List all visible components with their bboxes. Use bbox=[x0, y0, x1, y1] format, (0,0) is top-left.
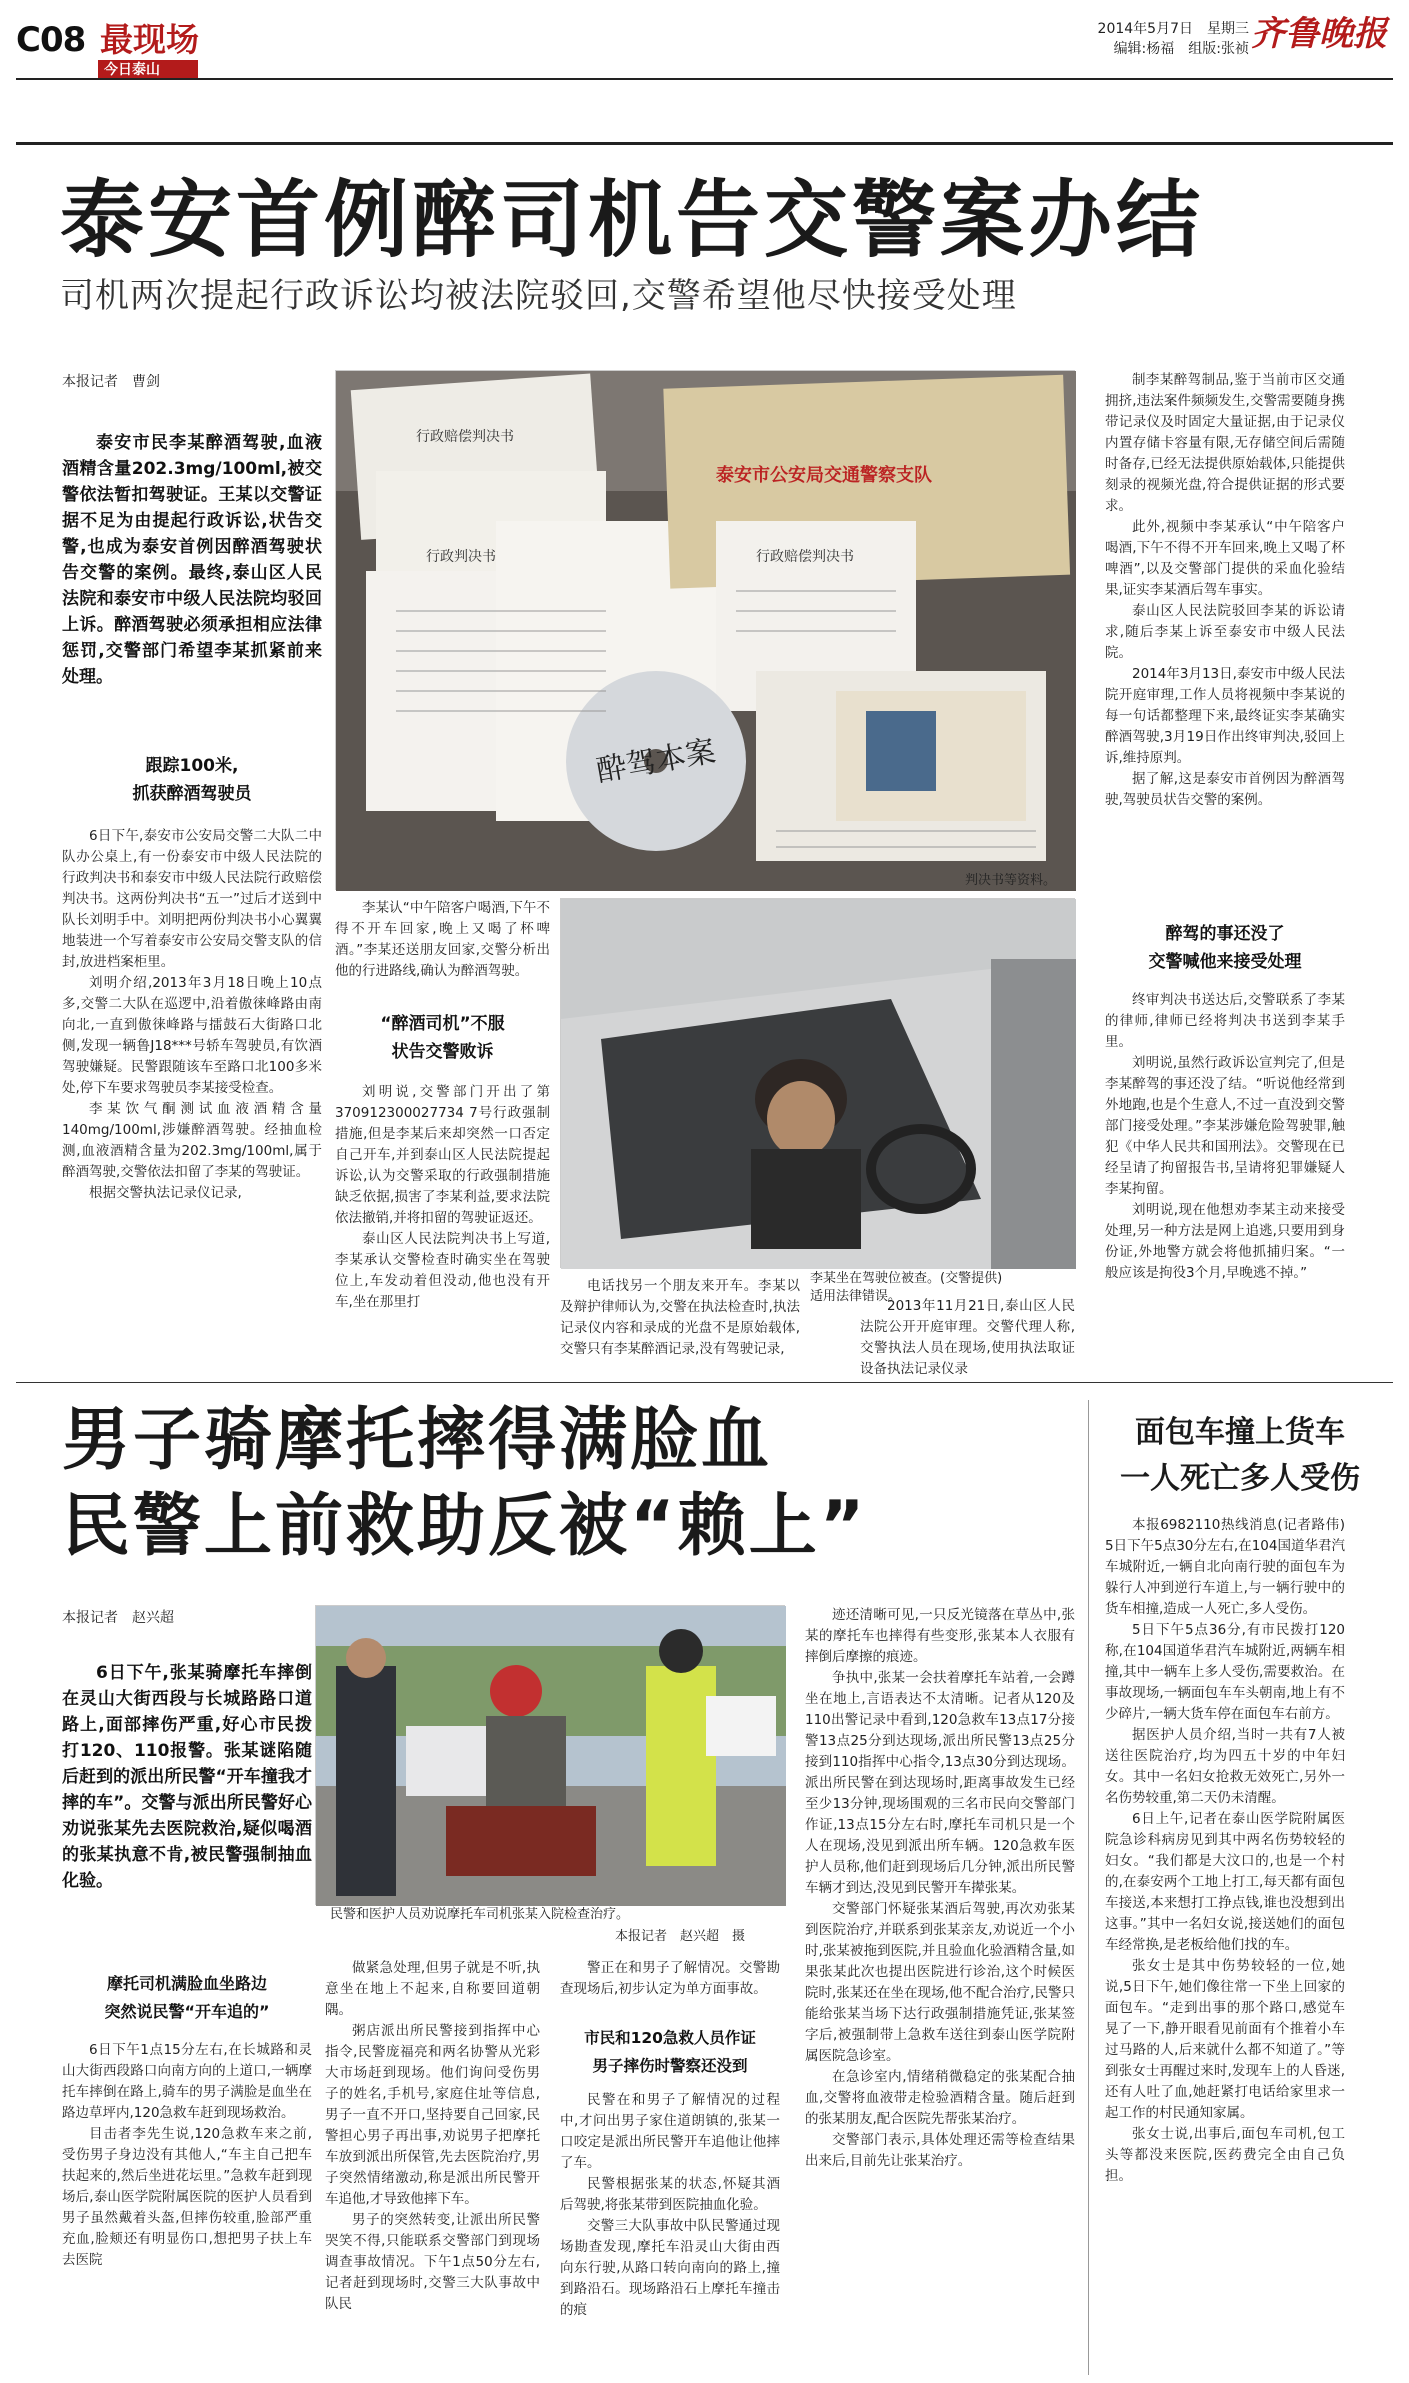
paragraph: 刘明说,交警部门开出了第370912300027734 7号行政强制措施,但是李某后来却突然一口否定自己开车,并到泰山区人民法院提起诉讼,认为交警采取的行政强制措施缺乏依据,损害了李某利益,要求法院依法撤销,并将扣留的驾驶证返还。 bbox=[335, 1084, 550, 1226]
paragraph: 交警三大队事故中队民警通过现场勘查发现,摩托车沿灵山大街由西向东行驶,从路口转向南向的路上,撞到路沿石。现场路沿石上摩托车撞击的痕 bbox=[560, 2218, 780, 2318]
page-number: C08 bbox=[16, 20, 86, 60]
paragraph: 警正在和男子了解情况。交警勘查现场后,初步认定为单方面事故。 bbox=[560, 1960, 780, 1997]
paragraph: 终审判决书送达后,交警联系了李某的律师,律师已经将判决书送到李某手里。 bbox=[1105, 992, 1345, 1050]
story1-lead: 泰安市民李某醉酒驾驶,血液酒精含量202.3mg/100ml,被交警依法暂扣驾驶证。王某以交警证据不足为由提起行政诉讼,状告交警,也成为泰安首例因醉酒驾驶状告交警的案例。最终,泰山区人民法院和泰安市中级人民法院均驳回上诉。醉酒驾驶必须承担相应法律惩罚,交警部门希望李某抓紧前来处理。 bbox=[62, 433, 322, 687]
documents-illustration bbox=[336, 371, 1076, 891]
paragraph: 目击者李先生说,120急救车来之前,受伤男子身边没有其他人,“车主自己把车扶起来的,然后坐进花坛里。”急救车赶到现场后,泰山医学院附属医院的医护人员看到男子虽然戴着头盔,但摔伤较重,脸部严重充血,脸颊还有明显伤口,想把男子扶上车去医院 bbox=[62, 2126, 312, 2268]
photo2-caption: 李某坐在驾驶位被查。(交警提供) 适用法律错误。 bbox=[810, 1271, 1081, 1304]
doc-title: 行政赔偿判决书 bbox=[416, 429, 514, 445]
column-divider bbox=[1088, 1400, 1089, 2375]
story1-subhead-2: “醉酒司机”不服 状告交警败诉 bbox=[380, 1014, 505, 1062]
paragraph: 张女士是其中伤势较轻的一位,她说,5日下午,她们像往常一下坐上回家的面包车。“走到出事的那个路口,感觉车晃了一下,静开眼看见前面有个推着小车过马路的人,后来就什么都不知道了。”等到张女士再醒过来时,发现车上的人昏迷,还有人吐了血,她赶紧打电话给家里求一起工作的村民通知家属。 bbox=[1105, 1958, 1345, 2121]
story1-headline: 泰安首例醉司机告交警案办结 bbox=[60, 171, 1205, 269]
story1-col1 bbox=[62, 826, 322, 1366]
story1-col4b bbox=[1105, 990, 1345, 1380]
story2-subhead-2: 市民和120急救人员作证 男子摔伤时警察还没到 bbox=[584, 2029, 756, 2075]
story2-col1 bbox=[62, 2040, 312, 2370]
paragraph: 做紧急处理,但男子就是不听,执意坐在地上不起来,自称要回道朝隅。 bbox=[325, 1960, 540, 2018]
section-rule bbox=[16, 142, 1393, 145]
car-illustration bbox=[561, 899, 1076, 1269]
story3-headline: 面包车撞上货车 一人死亡多人受伤 bbox=[1120, 1415, 1360, 1496]
paragraph: 2013年11月21日,泰山区人民法院公开开庭审理。交警代理人称,交警执法人员在现场,使用执法取证设备执法记录仪录 bbox=[860, 1298, 1075, 1377]
envelope-label: 泰安市公安局交通警察支队 bbox=[716, 465, 932, 486]
story2-byline: 本报记者 赵兴超 bbox=[62, 1610, 174, 1626]
story1-col3b bbox=[860, 1296, 1075, 1376]
car-photo bbox=[560, 898, 1075, 1268]
editors-line: 编辑:杨福 组版:张祯 bbox=[1113, 41, 1249, 57]
paragraph: 6日下午,泰安市公安局交警二大队二中队办公桌上,有一份泰安市中级人民法院的行政判决书和泰安市中级人民法院行政赔偿判决书。这两份判决书“五一”过后才送到中队长刘明手中。刘明把两份判决书小心翼翼地装进一个写着泰安市公安局交警支队的信封,放进档案柜里。 bbox=[62, 828, 322, 970]
paragraph: 此外,视频中李某承认“中午陪客户喝酒,下午不得不开车回来,晚上又喝了杯啤酒”,以及交警部门提供的采血化验结果,证实李某酒后驾车事实。 bbox=[1105, 519, 1345, 598]
paragraph: 李某饮气酮测试血液酒精含量140mg/100ml,涉嫌醉酒驾驶。经抽血检测,血液酒精含量为202.3mg/100ml,属于醉酒驾驶,交警依法扣留了李某的驾驶证。 bbox=[62, 1101, 322, 1180]
story1-col4 bbox=[1105, 370, 1345, 910]
paragraph: 刘明介绍,2013年3月18日晚上10点多,交警二大队在巡逻中,沿着傲徕峰路由南向北,一直到傲徕峰路与擂鼓石大街路口北侧,发现一辆鲁J18***号轿车驾驶员,有饮酒驾驶嫌疑。民警跟随该车至路口北100多米处,停下车要求驾驶员李某接受检查。 bbox=[62, 975, 322, 1096]
section-title: 最现场 bbox=[100, 20, 199, 59]
issue-date: 2014年5月7日 星期三 bbox=[1097, 21, 1249, 37]
paragraph: 粥店派出所民警接到指挥中心指令,民警庞福亮和两名协警从光彩大市场赶到现场。他们询问受伤男子的姓名,手机号,家庭住址等信息,男子一直不开口,坚持要自己回家,民警担心男子再出事,劝说男子把摩托车放到派出所保管,先去医院治疗,男子突然情绪激动,称是派出所民警开车追他,才导致他摔下车。 bbox=[325, 2023, 540, 2207]
paragraph: 据了解,这是泰安市首例因为醉酒驾驶,驾驶员状告交警的案例。 bbox=[1105, 771, 1345, 808]
paragraph: 电话找另一个朋友来开车。李某以及辩护律师认为,交警在执法检查时,执法记录仪内容和录成的光盘不是原始载体,交警只有李某醉酒记录,没有驾驶记录, bbox=[560, 1278, 800, 1357]
story2-subhead-1: 摩托司机满脸血坐路边 突然说民警“开车追的” bbox=[104, 1974, 270, 2021]
story1-byline: 本报记者 曹剑 bbox=[62, 374, 160, 390]
story2-col3b bbox=[560, 2090, 780, 2380]
newspaper-logo: 齐鲁晚报 bbox=[1251, 14, 1387, 54]
paragraph: 2014年3月13日,泰安市中级人民法院开庭审理,工作人员将视频中李某说的每一句话都整理下来,最终证实李某确实醉酒驾驶,3月19日作出终审判决,驳回上诉,维持原判。 bbox=[1105, 666, 1345, 766]
accident-illustration bbox=[316, 1606, 786, 1906]
paragraph: 交警部门表示,具体处理还需等检查结果出来后,目前先让张某治疗。 bbox=[805, 2132, 1075, 2169]
paragraph: 根据交警执法记录仪记录, bbox=[89, 1185, 242, 1201]
story2-col3 bbox=[560, 1958, 780, 2006]
story2-lead: 6日下午,张某骑摩托车摔倒在灵山大街西段与长城路路口道路上,面部摔伤严重,好心市民拨打120、110报警。张某谜陷随后赶到的派出所民警“开车撞我才摔的车”。交警与派出所民警好心劝说张某先去医院救治,疑似喝酒的张某执意不肯,被民警强制抽血化验。 bbox=[62, 1663, 312, 1891]
story2-headline-2: 民警上前救助反被“赖上” bbox=[62, 1487, 868, 1566]
story1-col3 bbox=[560, 1276, 800, 1376]
column-tag: 今日泰山 bbox=[98, 60, 198, 80]
story2-col4 bbox=[805, 1605, 1075, 2380]
story1-col2b bbox=[335, 1082, 550, 1372]
story2-headline-1: 男子骑摩托摔得满脸血 bbox=[62, 1401, 773, 1480]
story1-subhead-3: 醉驾的事还没了 交警喊他来接受处理 bbox=[1148, 924, 1302, 972]
photo3-caption: 民警和医护人员劝说摩托车司机张某入院检查治疗。 bbox=[330, 1907, 630, 1922]
story3-col bbox=[1105, 1515, 1359, 2375]
paragraph: 刘明说,现在他想劝李某主动来接受处理,另一种方法是网上追逃,只要用到身份证,外地警方就会将他抓捕归案。“一般应该是拘役3个月,早晚逃不掉。” bbox=[1105, 1202, 1345, 1281]
paragraph: 泰山区人民法院驳回李某的诉讼请求,随后李某上诉至泰安市中级人民法院。 bbox=[1105, 603, 1345, 661]
paragraph: 制李某醉驾制品,鉴于当前市区交通拥挤,违法案件频频发生,交警需要随身携带记录仪及时固定大量证据,由于记录仪内置存储卡容量有限,无存储空间后需随时备存,已经无法提供原始载体,只能提供刻录的视频光盘,符合提供证据的形式要求。 bbox=[1105, 372, 1345, 514]
photo1-caption: 判决书等资料。 bbox=[965, 873, 1057, 888]
accident-photo bbox=[315, 1605, 785, 1905]
paragraph: 6日下午1点15分左右,在长城路和灵山大街西段路口向南方向的上道口,一辆摩托车摔倒在路上,骑车的男子满脸是血坐在路边草坪内,120急救车赶到现场救治。 bbox=[62, 2042, 312, 2121]
paragraph: 据医护人员介绍,当时一共有7人被送往医院治疗,均为四五十岁的中年妇女。其中一名妇女抢救无效死亡,另外一名伤势较重,第二天仍未清醒。 bbox=[1105, 1727, 1345, 1806]
documents-photo bbox=[335, 370, 1075, 890]
story1-subheadline: 司机两次提起行政诉讼均被法院驳回,交警希望他尽快接受处理 bbox=[60, 276, 1017, 316]
paragraph: 泰山区人民法院判决书上写道,李某承认交警检查时确实坐在驾驶位上,车发动着但没动,他也没有开车,坐在那里打 bbox=[335, 1231, 550, 1310]
disc-handwriting: 酔驾本案 bbox=[593, 733, 719, 790]
photo3-credit: 本报记者 赵兴超 摄 bbox=[615, 1929, 746, 1944]
paragraph: 5日下午5点36分,有市民拨打120称,在104国道华君汽车城附近,两辆车相撞,其中一辆车上多人受伤,需要救治。在事故现场,一辆面包车车头朝南,地上有不少碎片,一辆大货车停在面包车右前方。 bbox=[1105, 1622, 1345, 1722]
paragraph: 本报6982110热线消息(记者路伟) 5日下午5点30分左右,在104国道华君汽车城附近,一辆自北向南行驶的面包车为躲行人冲到逆行车道上,与一辆行驶中的货车相撞,造成一人死亡,多人受伤。 bbox=[1105, 1517, 1359, 1617]
doc-title: 行政赔偿判决书 bbox=[756, 549, 854, 565]
paragraph: 民警在和男子了解情况的过程中,才问出男子家住道朗镇的,张某一口咬定是派出所民警开车追他让他摔了车。 bbox=[560, 2092, 780, 2171]
paragraph: 在急诊室内,情绪稍微稳定的张某配合抽血,交警将血液带走检验酒精含量。随后赶到的张某朋友,配合医院先帮张某治疗。 bbox=[805, 2069, 1075, 2127]
paragraph: 6日上午,记者在泰山医学院附属医院急诊科病房见到其中两名伤势较轻的妇女。“我们都是大汶口的,也是一个村的,在泰安两个工地上打工,每天都有面包车接送,本来想打工挣点钱,谁也没想到出这事。”其中一名妇女说,接送她们的面包车经常换,是老板给他们找的车。 bbox=[1105, 1811, 1345, 1953]
paragraph: 民警根据张某的状态,怀疑其酒后驾驶,将张某带到医院抽血化验。 bbox=[560, 2176, 780, 2213]
story-divider bbox=[16, 1382, 1393, 1383]
paragraph: 张女士说,出事后,面包车司机,包工头等都没来医院,医药费完全由自己负担。 bbox=[1105, 2126, 1345, 2184]
story1-col2 bbox=[335, 898, 550, 998]
paragraph: 刘明说,虽然行政诉讼宣判完了,但是李某醉驾的事还没了结。“听说他经常到外地跑,也是个生意人,不过一直没到交警部门接受处理。”李某涉嫌危险驾驶罪,触犯《中华人民共和国刑法》。交警现在已经呈请了拘留报告书,呈请将犯罪嫌疑人李某拘留。 bbox=[1105, 1055, 1345, 1197]
paragraph: 迹还清晰可见,一只反光镜落在草丛中,张某的摩托车也摔得有些变形,张某本人衣服有摔倒后摩擦的痕迹。 bbox=[805, 1607, 1075, 1665]
paragraph: 男子的突然转变,让派出所民警哭笑不得,只能联系交警部门到现场调查事故情况。下午1点50分左右,记者赶到现场时,交警三大队事故中队民 bbox=[325, 2212, 540, 2312]
paragraph: 争执中,张某一会扶着摩托车站着,一会蹲坐在地上,言语表达不太清晰。记者从120及110出警记录中看到,120急救车13点17分接警13点25分到达现场,派出所民警13点25分接到110指挥中心指令,13点30分到达现场。派出所民警在到达现场时,距离事故发生已经至少13分钟,现场围观的三名市民向交警部门作证,13点15分左右时,摩托车司机只是一个人在现场,没见到派出所车辆。120急救车医护人员称,他们赶到现场后几分钟,派出所民警车辆才到达,没见到民警开车撵张某。 bbox=[805, 1670, 1075, 1896]
paragraph: 李某认“中午陪客户喝酒,下午不得不开车回家,晚上又喝了杯啤酒。”李某还送朋友回家,交警分析出他的行进路线,确认为醉酒驾驶。 bbox=[335, 900, 550, 979]
paragraph: 交警部门怀疑张某酒后驾驶,再次劝张某到医院治疗,并联系到张某亲友,劝说近一个小时,张某被拖到医院,并且验血化验酒精含量,如果张某此次也提出医院进行诊治,这个时候医院时,张某还在坐在现场,他不配合治疗,民警只能给张某当场下达行政强制措施凭证,张某签字后,被强制带上急救车送往到泰山医学院附属医院急诊室。 bbox=[805, 1901, 1075, 2064]
story1-subhead-1: 跟踪100米, 抓获醉酒驾驶员 bbox=[132, 756, 252, 804]
header-rule bbox=[16, 78, 1393, 80]
story2-col2 bbox=[325, 1958, 540, 2378]
doc-title: 行政判决书 bbox=[426, 549, 496, 565]
